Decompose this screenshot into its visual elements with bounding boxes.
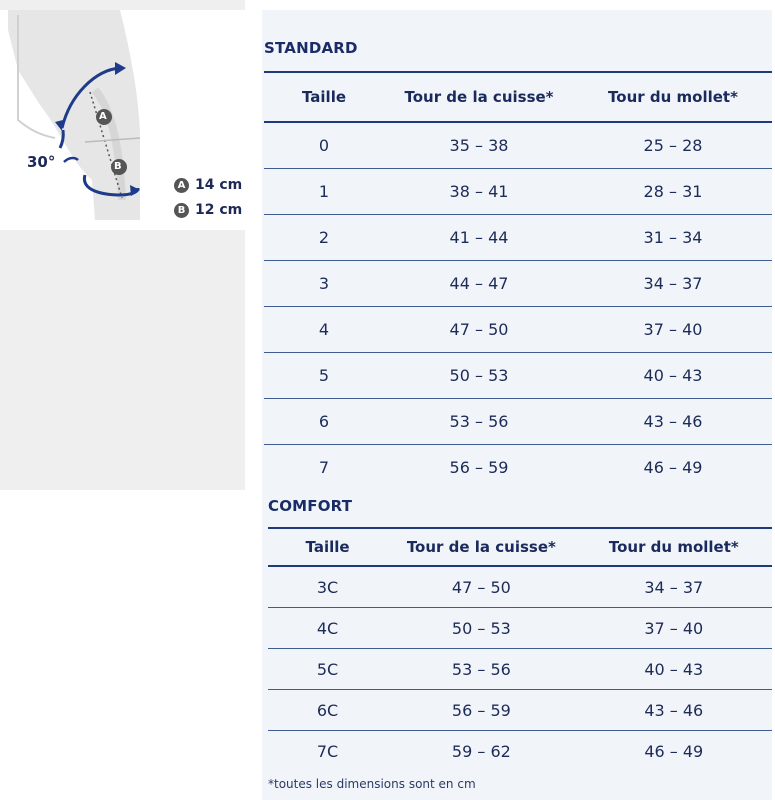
footnote: *toutes les dimensions sont en cm	[268, 777, 476, 791]
cell-calf: 34 – 37	[576, 566, 772, 608]
table-row	[268, 690, 772, 731]
header-thigh: Tour de la cuisse*	[384, 72, 574, 122]
cell-calf: 40 – 43	[574, 353, 772, 399]
cell-size: 6	[264, 399, 384, 445]
cell-thigh: 47 – 50	[384, 307, 574, 353]
cell-size: 3	[264, 261, 384, 307]
table-row	[264, 307, 772, 353]
standard-title: STANDARD	[264, 39, 358, 57]
cell-calf: 28 – 31	[574, 169, 772, 215]
cell-calf: 46 – 49	[643, 458, 703, 477]
table-header-row	[268, 528, 772, 566]
table-row	[268, 731, 772, 772]
cell-calf: 46 – 49	[644, 741, 704, 761]
cell-calf: 43 – 46	[576, 690, 772, 731]
comfort-title: COMFORT	[268, 497, 353, 515]
measurement-b	[174, 202, 242, 218]
table-row	[264, 215, 772, 261]
cell-thigh: 41 – 44	[384, 215, 574, 261]
table-header-row	[264, 72, 772, 122]
marker-a-badge: A	[174, 178, 189, 193]
cell-calf: 37 – 40	[576, 608, 772, 649]
measurement-b-value: 12 cm	[195, 202, 243, 218]
cell-thigh: 47 – 50	[387, 566, 575, 608]
table-row	[268, 649, 772, 690]
cell-size: 5	[264, 353, 384, 399]
cell-calf: 43 – 46	[574, 399, 772, 445]
cell-thigh: 35 – 38	[384, 122, 574, 169]
cell-thigh: 38 – 41	[384, 169, 574, 215]
cell-calf: 31 – 34	[574, 215, 772, 261]
cell-thigh: 56 – 59	[449, 458, 509, 477]
cell-thigh: 50 – 53	[387, 608, 575, 649]
comfort-size-table	[268, 527, 772, 771]
header-size: Taille	[268, 528, 387, 566]
header-thigh: Tour de la cuisse*	[387, 528, 575, 566]
cell-size: 7	[318, 458, 330, 477]
table-row	[264, 399, 772, 445]
marker-b-badge: B	[174, 203, 189, 218]
point-a-label: A	[99, 111, 107, 122]
table-row	[268, 566, 772, 608]
knee-diagram	[0, 10, 245, 230]
knee-measurement-illustration	[0, 10, 245, 230]
cell-size: 7C	[316, 741, 339, 761]
cell-size: 0	[264, 122, 384, 169]
measurement-a-value: 14 cm	[195, 177, 243, 193]
cell-calf: 37 – 40	[574, 307, 772, 353]
cell-calf: 25 – 28	[574, 122, 772, 169]
cell-size: 4	[264, 307, 384, 353]
size-chart	[262, 10, 772, 800]
cell-thigh: 53 – 56	[387, 649, 575, 690]
table-row	[264, 353, 772, 399]
table-row	[264, 261, 772, 307]
header-calf: Tour du mollet*	[576, 528, 772, 566]
header-calf: Tour du mollet*	[574, 72, 772, 122]
cell-thigh: 44 – 47	[384, 261, 574, 307]
cell-size: 3C	[268, 566, 387, 608]
cell-calf: 34 – 37	[574, 261, 772, 307]
cell-size: 1	[264, 169, 384, 215]
cell-size: 4C	[268, 608, 387, 649]
table-row	[268, 608, 772, 649]
table-row	[264, 122, 772, 169]
table-row	[264, 445, 772, 491]
cell-thigh: 56 – 59	[387, 690, 575, 731]
header-size: Taille	[264, 72, 384, 122]
cell-thigh: 50 – 53	[384, 353, 574, 399]
measurement-a	[174, 177, 242, 193]
angle-label: 30°	[27, 153, 56, 171]
cell-size: 2	[264, 215, 384, 261]
cell-thigh: 53 – 56	[384, 399, 574, 445]
cell-thigh: 59 – 62	[451, 741, 511, 761]
table-row	[264, 169, 772, 215]
point-b-label: B	[114, 161, 122, 172]
standard-size-table	[264, 71, 772, 490]
cell-size: 6C	[268, 690, 387, 731]
cell-calf: 40 – 43	[576, 649, 772, 690]
cell-size: 5C	[268, 649, 387, 690]
